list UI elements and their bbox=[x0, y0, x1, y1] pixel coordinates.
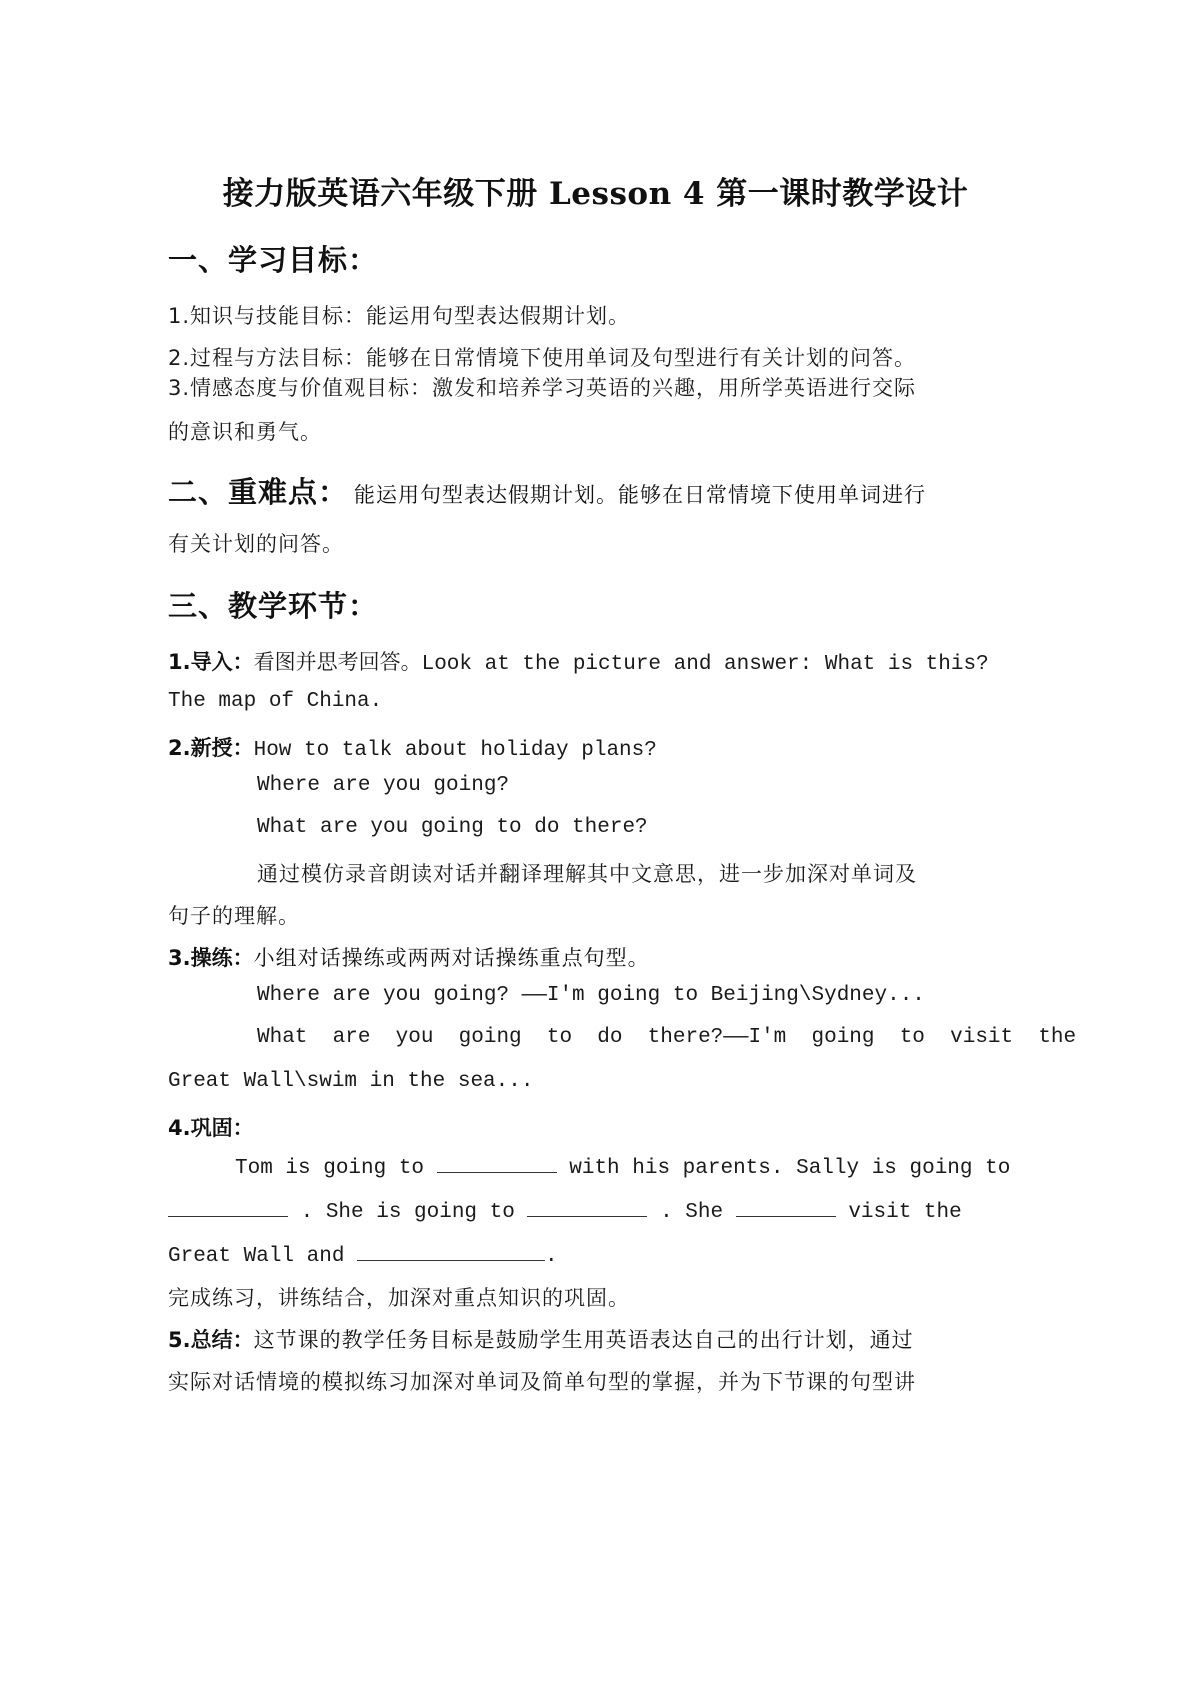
fill-in-blank[interactable] bbox=[168, 1198, 288, 1217]
step-4-label: 4.巩固： bbox=[168, 1116, 254, 1140]
exercise-line-2 bbox=[168, 1198, 962, 1224]
objective-item-1: 1.知识与技能目标：能运用句型表达假期计划。 bbox=[168, 304, 631, 328]
exercise-text: . She bbox=[660, 1201, 724, 1224]
step-5-label: 5.总结： bbox=[168, 1328, 254, 1352]
fill-in-blank[interactable] bbox=[527, 1198, 647, 1217]
objective-item-3-cont: 的意识和勇气。 bbox=[168, 420, 322, 444]
step-1-line bbox=[168, 646, 989, 676]
step-2-description-cont: 句子的理解。 bbox=[168, 904, 300, 928]
step-5-text: 这节课的教学任务目标是鼓励学生用英语表达自己的出行计划，通过 bbox=[253, 1328, 914, 1352]
fill-in-blank[interactable] bbox=[736, 1198, 836, 1217]
exercise-line-3 bbox=[168, 1242, 558, 1268]
section-heading-teaching-steps: 三、教学环节： bbox=[168, 589, 379, 623]
step-1-label: 1.导入： bbox=[168, 650, 254, 674]
step-4-note: 完成练习，讲练结合，加深对重点知识的巩固。 bbox=[168, 1286, 630, 1310]
section-heading-objectives: 一、学习目标： bbox=[168, 243, 379, 277]
key-points-text: 能运用句型表达假期计划。能够在日常情境下使用单词进行 bbox=[354, 483, 927, 507]
fill-in-blank[interactable] bbox=[437, 1154, 557, 1173]
step-2-question-2: What are you going to do there? bbox=[257, 816, 648, 839]
step-2-line bbox=[168, 732, 657, 762]
step-2-label: 2.新授： bbox=[168, 736, 254, 760]
step-1-text: 看图并思考回答。Look at the picture and answer: What is this? bbox=[253, 653, 989, 676]
step-3-dialogue-2-cont: Great Wall\swim in the sea... bbox=[168, 1070, 534, 1093]
fill-in-blank[interactable] bbox=[357, 1242, 545, 1261]
exercise-text: . She is going to bbox=[300, 1201, 515, 1224]
objective-item-3: 3.情感态度与价值观目标：激发和培养学习英语的兴趣，用所学英语进行交际 bbox=[168, 376, 917, 400]
objective-item-2: 2.过程与方法目标：能够在日常情境下使用单词及句型进行有关计划的问答。 bbox=[168, 346, 917, 370]
step-3-dialogue-1: Where are you going? ——I'm going to Beijing\Sydney... bbox=[257, 984, 925, 1007]
key-points-line bbox=[168, 470, 926, 511]
exercise-text: Great Wall and bbox=[168, 1245, 345, 1268]
key-points-text-cont: 有关计划的问答。 bbox=[168, 532, 344, 556]
step-3-text: 小组对话操练或两两对话操练重点句型。 bbox=[253, 946, 650, 970]
step-2-text: How to talk about holiday plans? bbox=[253, 739, 657, 762]
exercise-text: Tom is going to bbox=[235, 1157, 425, 1180]
section-heading-key-points: 二、重难点： bbox=[168, 475, 349, 509]
step-1-text-cont: The map of China. bbox=[168, 690, 383, 713]
step-2-description: 通过模仿录音朗读对话并翻译理解其中文意思，进一步加深对单词及 bbox=[257, 862, 917, 886]
step-5-line bbox=[168, 1324, 914, 1354]
step-3-dialogue-2: What are you going to do there?——I'm going to visit the bbox=[257, 1026, 1077, 1049]
step-3-line bbox=[168, 942, 650, 972]
exercise-text: with his parents. Sally is going to bbox=[569, 1157, 1011, 1180]
exercise-text: visit the bbox=[848, 1201, 962, 1224]
step-3-label: 3.操练： bbox=[168, 946, 254, 970]
step-5-text-cont: 实际对话情境的模拟练习加深对单词及简单句型的掌握，并为下节课的句型讲 bbox=[168, 1370, 916, 1394]
exercise-line-1 bbox=[235, 1154, 1010, 1180]
document-title: 接力版英语六年级下册 Lesson 4 第一课时教学设计 bbox=[222, 176, 969, 212]
step-2-question-1: Where are you going? bbox=[257, 774, 510, 797]
exercise-text: . bbox=[545, 1245, 558, 1268]
